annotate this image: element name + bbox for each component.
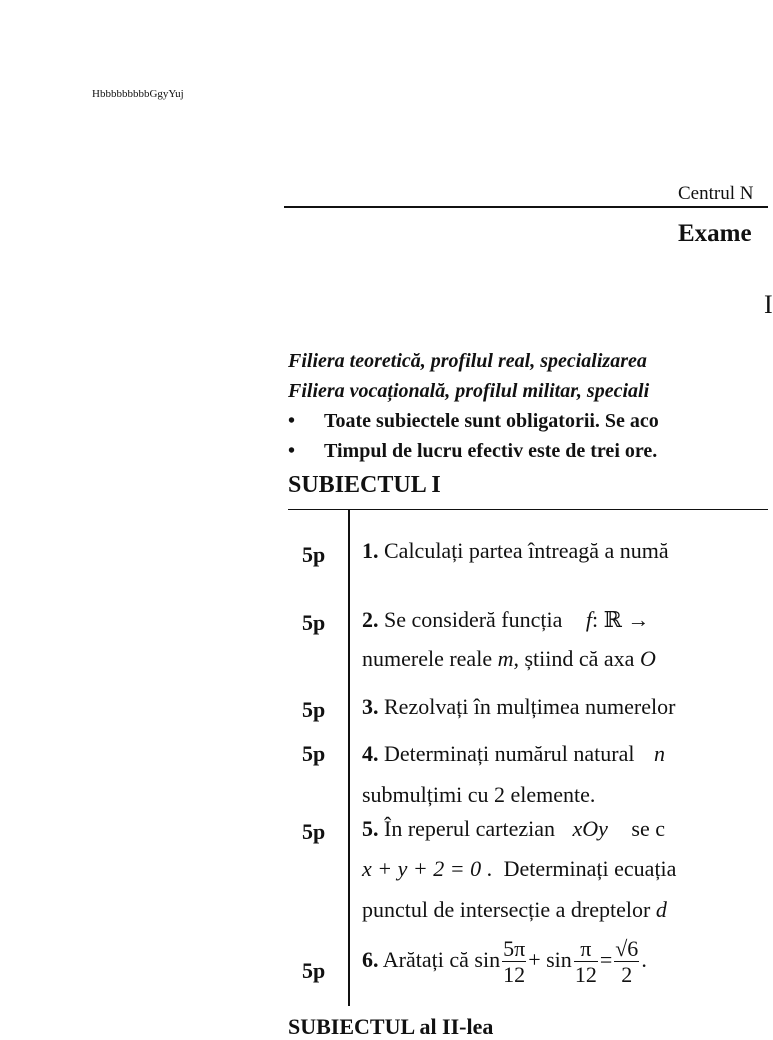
problem-1-line-1 [362, 538, 669, 564]
math-axis: O [639, 646, 656, 671]
problem-number: 2. [362, 607, 379, 632]
problem-text: Determinați ecuația [503, 856, 677, 881]
problem-text: Arătați că [382, 946, 469, 972]
problem-4-points: 5p [302, 741, 326, 766]
math-function: f [585, 607, 592, 632]
fraction-1 [502, 936, 526, 988]
problem-text: Determinați numărul natural [384, 741, 635, 766]
problem-text: punctul de intersecție a dreptelor [362, 897, 651, 922]
problem-number: 3. [362, 694, 379, 719]
top-note: HbbbbbbbbbGgyYuj [92, 88, 184, 100]
fraction-denominator: 12 [503, 962, 526, 988]
points-column-divider [348, 509, 350, 1006]
scanned-exam-page [282, 0, 773, 1039]
problem-2-line-1 [362, 607, 649, 633]
section-title: SUBIECTUL I [288, 472, 441, 498]
problem-5-line-3 [362, 897, 667, 923]
bullet-text: Timpul de lucru efectiv este de trei ore. [324, 440, 658, 462]
problem-text: știind că axa [524, 646, 635, 671]
math-equals: = [599, 946, 613, 972]
problem-number: 1. [362, 538, 379, 563]
problem-text: Se consideră funcția [384, 607, 563, 632]
problem-5-line-2: x + y + 2 = 0 . Determinați ecuația [362, 856, 677, 881]
bullet-text: Toate subiectele sunt obligatorii. Se aco [324, 410, 659, 432]
math-mapping: : ℝ → [592, 607, 650, 632]
next-section-title: SUBIECTUL al II-lea [288, 1014, 494, 1039]
problem-number: 6. [362, 946, 379, 972]
fraction-numerator: √6 [615, 936, 639, 961]
bullet-dot: • [288, 410, 296, 432]
math-coordinate-system: xOy [572, 816, 608, 841]
problem-number: 5. [362, 816, 379, 841]
math-variable: n [653, 741, 665, 766]
fraction-denominator: 12 [574, 962, 597, 988]
problem-4-line-1 [362, 741, 665, 767]
math-plus: + [528, 946, 541, 972]
problem-6-line-1 [362, 936, 647, 988]
separator: , [513, 646, 519, 671]
institution-header: Centrul N [678, 183, 754, 204]
problem-1-points: 5p [302, 542, 326, 567]
problem-2-points: 5p [302, 610, 326, 635]
problem-text: Rezolvați în mulțimea numerelor [384, 694, 676, 719]
fraction-numerator: 5π [503, 936, 526, 961]
table-top-rule [288, 509, 768, 510]
math-sin: sin [546, 946, 572, 972]
problem-3-points: 5p [302, 697, 326, 722]
problem-4-line-2: submulțimi cu 2 elemente. [362, 782, 596, 807]
bullet-item-1 [288, 410, 659, 433]
fraction-numerator: π [574, 936, 598, 962]
bullet-item-2 [288, 440, 657, 463]
fraction-3 [614, 936, 639, 988]
problem-number: 4. [362, 741, 379, 766]
problem-text: numerele reale [362, 646, 493, 671]
problem-5-points: 5p [302, 819, 326, 844]
filiera-line-2: Filiera vocațională, profilul militar, speciali [288, 380, 650, 402]
header-rule [284, 206, 768, 208]
filiera-line-1: Filiera teoretică, profilul real, specializarea [288, 350, 647, 372]
math-sin: sin [474, 946, 501, 972]
problem-6-points: 5p [302, 958, 326, 983]
problem-text: În reperul cartezian [384, 816, 555, 841]
exam-title: Exame [678, 220, 752, 247]
problem-5-line-1 [362, 816, 665, 842]
problem-2-line-2 [362, 646, 656, 672]
math-variable: d [655, 897, 667, 922]
problem-text: Calculați partea întreagă a numă [384, 538, 669, 563]
problem-text: se c [631, 816, 666, 841]
cut-glyph: I [764, 290, 773, 319]
problem-3-line-1 [362, 694, 675, 720]
math-variable: m [497, 646, 514, 671]
fraction-2 [574, 936, 598, 988]
fraction-denominator: 2 [621, 962, 633, 988]
math-end: . [641, 946, 647, 972]
math-equation: x + y + 2 = 0 [362, 856, 482, 881]
bullet-dot: • [288, 440, 296, 462]
